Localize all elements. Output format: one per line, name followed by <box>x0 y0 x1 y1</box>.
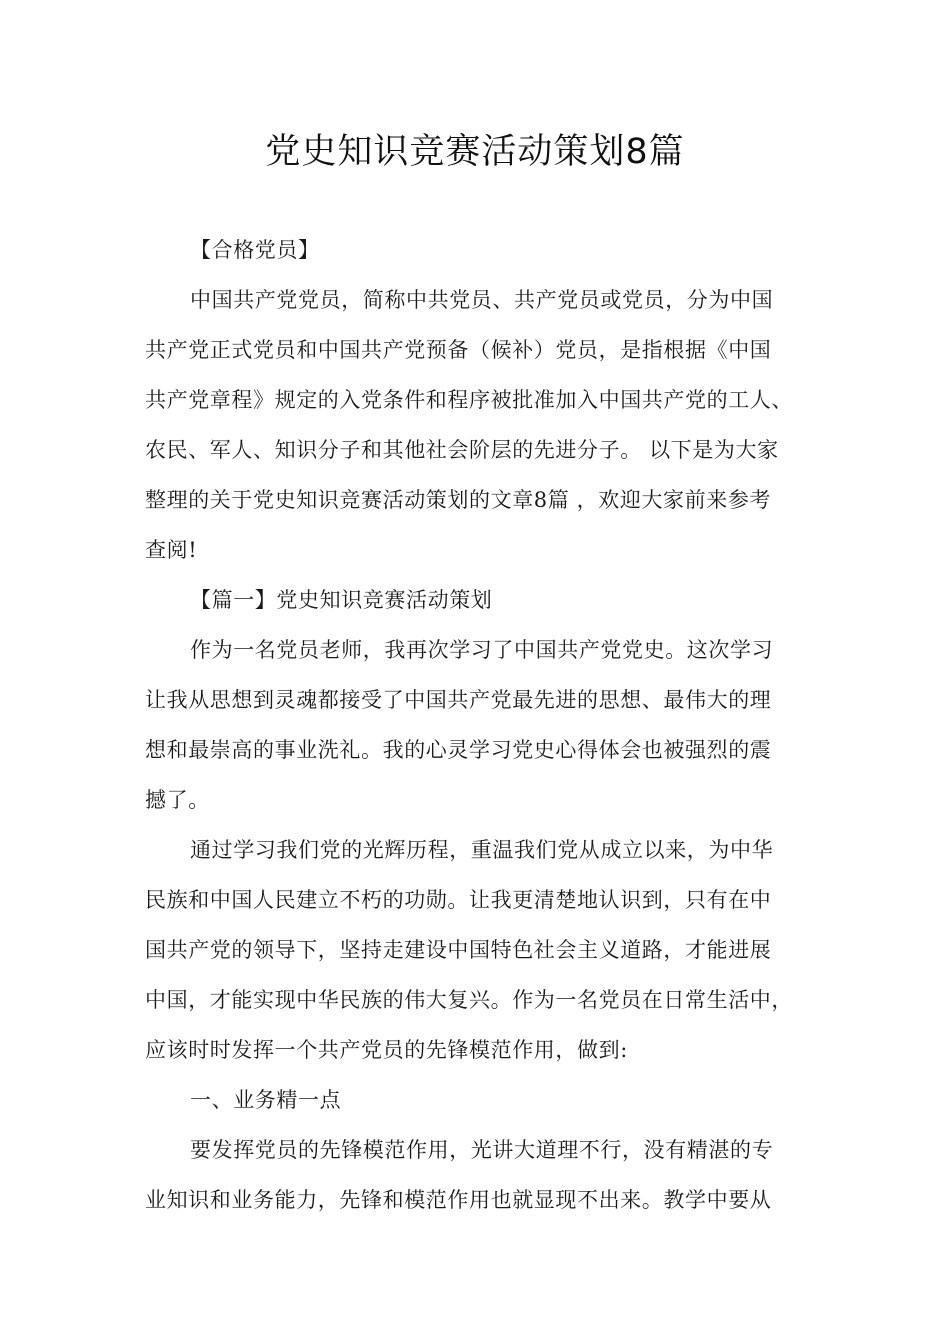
document-body <box>145 230 825 1230</box>
paragraph-line: 国共产党的领导下，坚持走建设中国特色社会主义道路，才能进展 <box>145 938 772 962</box>
paragraph-line: 农民、军人、知识分子和其他社会阶层的先进分子。 以下是为大家 <box>145 438 779 462</box>
paragraph-line: 共产党章程》规定的入党条件和程序被批准加入中国共产党的工人、 <box>145 388 793 412</box>
paragraph-line: 通过学习我们党的光辉历程，重温我们党从成立以来，为中华 <box>190 838 774 862</box>
paragraph-line: 应该时时发挥一个共产党员的先锋模范作用，做到: <box>145 1038 628 1062</box>
section-heading: 【合格党员】 <box>190 238 320 262</box>
document-title: 党史知识竞赛活动策划8篇 <box>265 132 685 172</box>
paragraph-line: 撼了。 <box>145 788 210 812</box>
section-heading: 【篇一】党史知识竞赛活动策划 <box>190 588 493 612</box>
paragraph-line: 中国，才能实现中华民族的伟大复兴。作为一名党员在日常生活中， <box>145 988 793 1012</box>
paragraph-line: 中国共产党党员，简称中共党员、共产党员或党员，分为中国 <box>190 288 774 312</box>
paragraph-line: 民族和中国人民建立不朽的功勋。让我更清楚地认识到，只有在中 <box>145 888 772 912</box>
paragraph-line: 查阅! <box>145 538 198 562</box>
paragraph-line: 想和最崇高的事业洗礼。我的心灵学习党史心得体会也被强烈的震 <box>145 738 772 762</box>
paragraph-line: 整理的关于党史知识竞赛活动策划的文章8篇 ，欢迎大家前来参考 <box>145 488 772 512</box>
paragraph-line: 让我从思想到灵魂都接受了中国共产党最先进的思想、最伟大的理 <box>145 688 772 712</box>
paragraph-line: 要发挥党员的先锋模范作用，光讲大道理不行，没有精湛的专 <box>190 1138 774 1162</box>
paragraph-line: 业知识和业务能力，先锋和模范作用也就显现不出来。教学中要从 <box>145 1188 772 1212</box>
subsection-heading: 一、业务精一点 <box>190 1088 342 1112</box>
paragraph-line: 共产党正式党员和中国共产党预备（候补）党员，是指根据《中国 <box>145 338 772 362</box>
paragraph-line: 作为一名党员老师，我再次学习了中国共产党党史。这次学习 <box>190 638 774 662</box>
